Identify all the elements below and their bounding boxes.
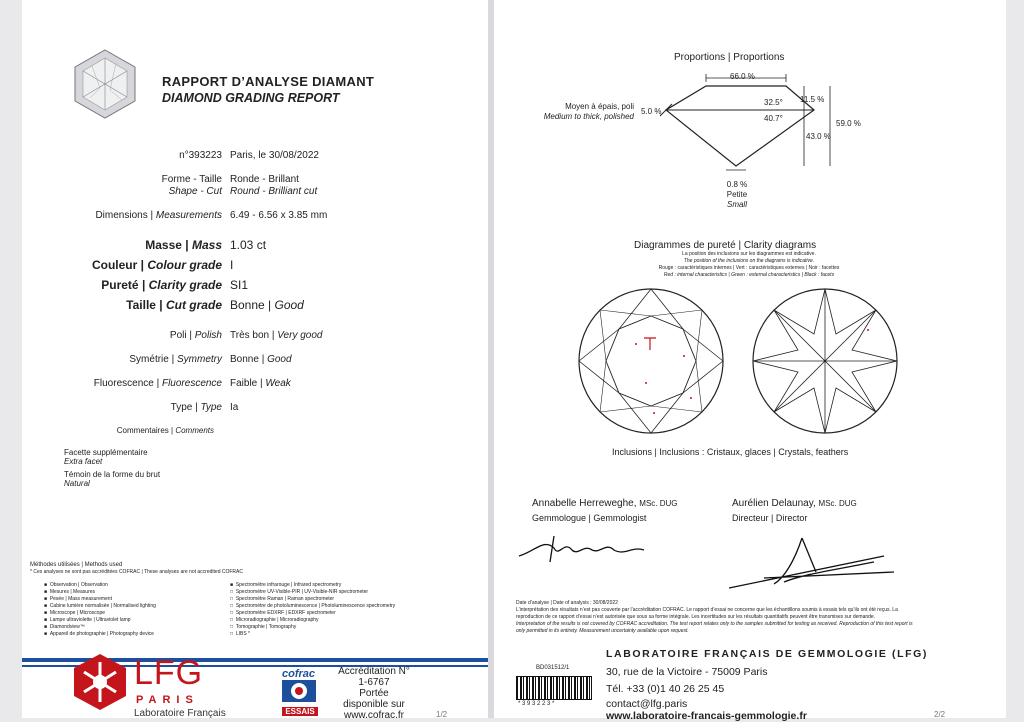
finish-label-en: Polish bbox=[194, 330, 222, 341]
methods-title: Méthodes utilisées | Methods used bbox=[30, 562, 123, 568]
grade-label-en: Mass bbox=[191, 238, 222, 252]
finish-label-en: Symmetry bbox=[177, 354, 222, 365]
signer-degree: MSc. DUG bbox=[639, 499, 678, 508]
grade-value-fr: Bonne bbox=[230, 298, 265, 312]
finish-value-en: Weak bbox=[265, 378, 291, 389]
accreditation-line: disponible sur bbox=[343, 699, 405, 710]
diamond-logo-icon bbox=[72, 48, 138, 120]
lab-email[interactable]: contact@lfg.paris bbox=[606, 698, 688, 710]
comments-heading-fr: Commentaires bbox=[116, 426, 169, 435]
finish-block bbox=[22, 330, 488, 426]
girdle-pct: 5.0 % bbox=[641, 107, 662, 116]
culet-en: Small bbox=[726, 200, 747, 209]
girdle-desc-fr: Moyen à épais, poli bbox=[565, 102, 634, 111]
signature-block-1 bbox=[532, 498, 678, 523]
comment-item bbox=[64, 470, 160, 488]
finish-value-en: Very good bbox=[277, 330, 323, 341]
finish-label-fr: Fluorescence bbox=[93, 378, 154, 389]
table-pct: 66.0 % bbox=[730, 72, 755, 81]
method-item: □ LIBS * bbox=[230, 631, 250, 637]
finish-value-fr: Ia bbox=[230, 402, 239, 413]
finish-row: Poli | Polish Très bon | Very good bbox=[169, 330, 323, 341]
pavilion-clarity-diagram bbox=[750, 286, 900, 436]
finish-value-fr: Faible bbox=[230, 378, 258, 389]
grade-label-fr: Pureté bbox=[101, 278, 139, 292]
finish-value-fr: Bonne bbox=[230, 354, 259, 365]
lfg-logo-text: LFG bbox=[134, 654, 204, 692]
signer-degree: MSc. DUG bbox=[818, 499, 857, 508]
grade-value: I bbox=[230, 258, 234, 272]
method-item: ■ Observation | Observation bbox=[44, 582, 108, 588]
method-item: ■ Microscope | Microscope bbox=[44, 610, 106, 616]
comment-item bbox=[64, 448, 148, 466]
pavilion-angle: 40.7° bbox=[764, 114, 783, 123]
finish-row: Fluorescence | Fluorescence Faible | Weak bbox=[93, 378, 291, 389]
grade-row: Masse | Mass 1.03 ct bbox=[145, 238, 267, 252]
grades-block bbox=[22, 238, 488, 318]
method-item: ■ Spectromètre infrarouge | Infrared spectrometry bbox=[230, 582, 342, 588]
method-item: □ Tomographie | Tomography bbox=[230, 624, 297, 630]
measurements-label-fr: Dimensions bbox=[95, 210, 148, 221]
grade-row: Pureté | Clarity grade SI1 bbox=[101, 278, 249, 292]
accreditation-line: 1-6767 bbox=[358, 677, 390, 688]
grade-label-en: Colour grade bbox=[147, 258, 222, 272]
grade-label-fr: Couleur bbox=[91, 258, 138, 272]
lfg-logo-sub: Laboratoire Français bbox=[134, 708, 226, 719]
signature-1-icon bbox=[514, 528, 664, 568]
shape-value-fr: Ronde - Brillant bbox=[230, 174, 299, 185]
finish-label-en: Fluorescence bbox=[161, 378, 222, 389]
accreditation-line: Accréditation N° bbox=[338, 666, 410, 677]
comment-fr: Facette supplémentaire bbox=[64, 448, 148, 457]
legal-line: only permitted in its entirety. Measurement uncertainty available upon request. bbox=[516, 628, 689, 634]
girdle-desc-en: Medium to thick, polished bbox=[543, 112, 634, 121]
finish-label-en: Type bbox=[200, 402, 222, 413]
culet-fr: Petite bbox=[726, 190, 748, 199]
total-depth: 59.0 % bbox=[836, 119, 861, 128]
method-item: □ Spectromètre de photoluminescence | Photoluminescence spectrometry bbox=[230, 603, 396, 609]
method-item: □ Spectromètre Raman | Raman spectrometer bbox=[230, 596, 335, 602]
legal-line: L’interprétation des résultats n’est pas couverte par l’accréditation COFRAC. Le rapport d’essai ne concerne que les échantillons soumis à essais tels qu’ils ont été reçus. La bbox=[516, 607, 898, 613]
inclusions-text: Inclusions | Inclusions : Cristaux, glaces | Crystals, feathers bbox=[612, 447, 849, 457]
barcode-number: * 3 9 3 2 2 3 * bbox=[518, 701, 555, 707]
method-item: □ Spectromètre UV-Visible-PIR | UV-Visible-NIR spectrometer bbox=[230, 589, 369, 595]
comment-en: Extra facet bbox=[64, 457, 103, 466]
finish-row: Type | Type Ia bbox=[170, 402, 239, 413]
grade-label-fr: Masse bbox=[145, 238, 182, 252]
grade-label-en: Cut grade bbox=[165, 298, 222, 312]
finish-value-fr: Très bon bbox=[230, 330, 270, 341]
comments-heading-en: Comments bbox=[175, 426, 214, 435]
method-item: ■ Diamondview™ bbox=[44, 624, 85, 630]
methods-note: * Ces analyses ne sont pas accréditées COFRAC | These analyses are not accredited COFRAC bbox=[30, 569, 243, 575]
left-page bbox=[22, 0, 488, 721]
signer-role: Directeur | Director bbox=[732, 513, 808, 523]
comment-fr: Témoin de la forme du brut bbox=[64, 470, 161, 479]
pavilion-depth: 43.0 % bbox=[806, 132, 831, 141]
method-item: ■ Pesée | Mass measurement bbox=[44, 596, 112, 602]
signature-block-2 bbox=[732, 498, 857, 523]
report-title-en: DIAMOND GRADING REPORT bbox=[162, 91, 340, 105]
lab-website[interactable]: www.laboratoire-francais-gemmologie.fr bbox=[606, 710, 807, 722]
method-item: ■ Cabine lumière normalisée | Normalised lighting bbox=[44, 603, 156, 609]
report-title-fr: RAPPORT D’ANALYSE DIAMANT bbox=[162, 74, 375, 89]
page-number-right: 2/2 bbox=[934, 710, 946, 719]
grade-value-en: Good bbox=[274, 298, 304, 312]
legal-line: reproduction de ce rapport d’essai n’est autorisée que sous sa forme intégrale. Les incertitudes sur les résultats quantitatifs peuvent être transmises sur demande. bbox=[516, 614, 876, 620]
methods-right-list bbox=[230, 582, 395, 638]
cofrac-logo bbox=[282, 668, 318, 718]
clarity-note: Red : internal characteristics | Green : external characteristics | Black : facets bbox=[663, 272, 835, 278]
grade-row: Taille | Cut grade Bonne | Good bbox=[126, 298, 304, 312]
lab-reference: BD031512/1 bbox=[536, 665, 570, 671]
signature-2-icon bbox=[724, 532, 904, 592]
report-number: n°393223 bbox=[179, 150, 222, 161]
method-item: ■ Appareil de photographie | Photography device bbox=[44, 631, 154, 637]
finish-label-fr: Symétrie bbox=[129, 354, 169, 365]
crown-angle: 32.5° bbox=[764, 98, 783, 107]
methods-left-list bbox=[44, 582, 156, 638]
method-item: ■ Mesures | Measures bbox=[44, 589, 96, 595]
crown-height: 11.5 % bbox=[800, 95, 825, 104]
cofrac-text: cofrac bbox=[282, 668, 316, 680]
culet-desc bbox=[716, 180, 758, 210]
finish-label-fr: Poli bbox=[169, 330, 187, 341]
method-item: ■ Lampe ultraviolette | Ultraviolet lamp bbox=[44, 617, 131, 623]
finish-label-fr: Type bbox=[170, 402, 193, 413]
proportions-title: Proportions | Proportions bbox=[674, 52, 785, 63]
grade-row: Couleur | Colour grade I bbox=[91, 258, 234, 272]
signer-name: Aurélien Delaunay, bbox=[732, 498, 816, 509]
lab-phone: Tél. +33 (0)1 40 26 25 45 bbox=[606, 683, 725, 695]
shape-value-en: Round - Brilliant cut bbox=[230, 186, 318, 197]
page-number-left: 1/2 bbox=[436, 710, 448, 719]
culet-pct: 0.8 % bbox=[726, 180, 748, 189]
signer-name: Annabelle Herreweghe, bbox=[532, 498, 637, 509]
grade-value: SI1 bbox=[230, 278, 249, 292]
grade-label-fr: Taille bbox=[126, 298, 156, 312]
lfg-logo-icon bbox=[72, 652, 128, 712]
measurements-label-en: Measurements bbox=[155, 210, 222, 221]
finish-value-en: Good bbox=[267, 354, 292, 365]
crown-clarity-diagram bbox=[576, 286, 726, 436]
analysis-date: Date d’analyse | Date of analysis : 30/08/2022 bbox=[516, 600, 618, 606]
measurements-value: 6.49 - 6.56 x 3.85 mm bbox=[230, 210, 328, 221]
shape-label-en: Shape - Cut bbox=[168, 186, 222, 197]
clarity-note: Rouge : caractéristiques internes | Vert : caractéristiques externes | Noir : facettes bbox=[658, 265, 840, 271]
clarity-title: Diagrammes de pureté | Clarity diagrams bbox=[634, 240, 817, 251]
accreditation-text bbox=[324, 666, 424, 721]
shape-label-fr: Forme - Taille bbox=[161, 174, 222, 185]
signer-role: Gemmologue | Gemmologist bbox=[532, 513, 647, 523]
cofrac-essais: ESSAIS bbox=[282, 707, 318, 716]
grade-value: 1.03 ct bbox=[230, 238, 267, 252]
accreditation-line: www.cofrac.fr bbox=[343, 710, 404, 721]
accreditation-line: Portée bbox=[359, 688, 389, 699]
measurements-label: Dimensions | Measurements bbox=[95, 210, 222, 221]
grade-label-en: Clarity grade bbox=[148, 278, 222, 292]
legal-line: Interpretation of the results is not covered by COFRAC accreditation. The test report relates only to the samples submitted for testing as received. Reproduction of this test report is bbox=[516, 621, 913, 627]
legal-notes bbox=[516, 600, 966, 635]
comment-en: Natural bbox=[64, 479, 90, 488]
clarity-notes bbox=[624, 251, 874, 279]
lab-name: LABORATOIRE FRANÇAIS DE GEMMOLOGIE (LFG) bbox=[606, 648, 929, 660]
method-item: □ Microradiographie | Microradiography bbox=[230, 617, 319, 623]
method-item: □ Spectromètre EDXRF | EDXRF spectrometer bbox=[230, 610, 336, 616]
lfg-logo-paris: PARIS bbox=[136, 694, 199, 706]
clarity-note: The position of the inclusions on the diagrams is indicative. bbox=[683, 258, 815, 264]
barcode-icon bbox=[516, 676, 592, 700]
lab-address: 30, rue de la Victoire - 75009 Paris bbox=[606, 666, 768, 678]
clarity-note: La position des inclusions sur les diagrammes est indicative. bbox=[682, 251, 816, 257]
cofrac-emblem-icon bbox=[282, 680, 316, 702]
report-date: Paris, le 30/08/2022 bbox=[230, 150, 319, 161]
finish-row: Symétrie | Symmetry Bonne | Good bbox=[129, 354, 292, 365]
girdle-desc bbox=[534, 102, 634, 122]
right-page bbox=[494, 0, 1006, 722]
comments-heading: Commentaires | Comments bbox=[116, 426, 214, 435]
